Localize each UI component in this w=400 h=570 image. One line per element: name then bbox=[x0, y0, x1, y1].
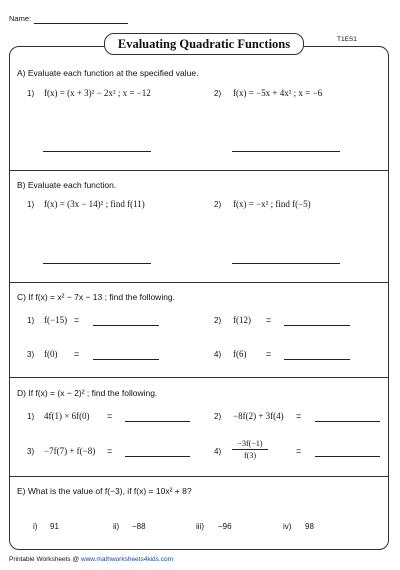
b-q1-number: 1) bbox=[27, 200, 35, 209]
footer bbox=[9, 556, 173, 563]
section-b-instruction: B) Evaluate each function. bbox=[17, 180, 117, 190]
d-q2-equals: = bbox=[296, 411, 302, 421]
a-q1-answer-line[interactable] bbox=[43, 151, 151, 152]
footer-prefix: Printable Worksheets @ bbox=[9, 556, 81, 563]
c-q2-equals: = bbox=[266, 315, 272, 325]
a-q1-number: 1) bbox=[27, 89, 35, 98]
e-option-iii-label: iii) bbox=[196, 522, 204, 531]
d-q2-number: 2) bbox=[214, 412, 222, 421]
divider bbox=[9, 170, 389, 171]
c-q3-expression: f(0) bbox=[44, 349, 58, 359]
worksheet-code: T1ES1 bbox=[337, 36, 357, 43]
b-q1-answer-line[interactable] bbox=[43, 263, 151, 264]
e-option-i-value[interactable]: 91 bbox=[50, 522, 59, 531]
c-q1-number: 1) bbox=[27, 316, 35, 325]
e-option-ii-label: ii) bbox=[113, 522, 120, 531]
b-q2-answer-line[interactable] bbox=[232, 263, 340, 264]
d-q4-fraction bbox=[232, 439, 268, 460]
d-q2-answer-line[interactable] bbox=[315, 421, 380, 422]
c-q1-equals: = bbox=[74, 315, 80, 325]
c-q4-expression: f(6) bbox=[233, 349, 247, 359]
name-label: Name: bbox=[9, 14, 32, 23]
e-option-iv-label: iv) bbox=[283, 522, 292, 531]
b-q2-expression: f(x) = −x² ; find f(−5) bbox=[233, 199, 311, 209]
d-q1-equals: = bbox=[107, 411, 113, 421]
b-q2-number: 2) bbox=[214, 200, 222, 209]
c-q1-expression: f(−15) bbox=[44, 315, 68, 325]
c-q4-equals: = bbox=[266, 349, 272, 359]
c-q2-expression: f(12) bbox=[233, 315, 251, 325]
a-q2-answer-line[interactable] bbox=[232, 151, 340, 152]
e-option-iv-value[interactable]: 98 bbox=[305, 522, 314, 531]
d-q4-answer-line[interactable] bbox=[315, 456, 380, 457]
e-option-i-label: i) bbox=[33, 522, 38, 531]
section-d-instruction: D) If f(x) = (x − 2)² ; find the following. bbox=[17, 388, 158, 398]
section-c-instruction: C) If f(x) = x² − 7x − 13 ; find the following. bbox=[17, 292, 176, 302]
d-q4-denominator: f(3) bbox=[244, 451, 256, 460]
c-q3-answer-line[interactable] bbox=[93, 359, 159, 360]
d-q1-expression: 4f(1) × 6f(0) bbox=[44, 411, 90, 421]
c-q1-answer-line[interactable] bbox=[93, 325, 159, 326]
section-a-instruction: A) Evaluate each function at the specified value. bbox=[17, 68, 199, 78]
c-q2-answer-line[interactable] bbox=[284, 325, 350, 326]
d-q3-expression: −7f(7) + f(−8) bbox=[44, 446, 96, 456]
footer-link[interactable]: www.mathworksheets4kids.com bbox=[80, 556, 173, 563]
c-q3-equals: = bbox=[74, 349, 80, 359]
d-q1-number: 1) bbox=[27, 412, 35, 421]
name-line[interactable] bbox=[34, 23, 128, 24]
section-e-instruction: E) What is the value of f(−3), if f(x) = 10x² + 8? bbox=[17, 486, 192, 496]
a-q2-expression: f(x) = −5x + 4x² ; x = −6 bbox=[233, 88, 323, 98]
d-q3-equals: = bbox=[107, 446, 113, 456]
d-q1-answer-line[interactable] bbox=[125, 421, 190, 422]
c-q3-number: 3) bbox=[27, 350, 35, 359]
b-q1-expression: f(x) = (3x − 14)² ; find f(11) bbox=[44, 199, 145, 209]
d-q4-number: 4) bbox=[214, 447, 222, 456]
page-title: Evaluating Quadratic Functions bbox=[104, 33, 304, 55]
d-q4-equals: = bbox=[296, 446, 302, 456]
e-option-iii-value[interactable]: −96 bbox=[218, 522, 232, 531]
c-q4-number: 4) bbox=[214, 350, 222, 359]
d-q2-expression: −8f(2) + 3f(4) bbox=[233, 411, 284, 421]
a-q2-number: 2) bbox=[214, 89, 222, 98]
e-option-ii-value[interactable]: −88 bbox=[132, 522, 146, 531]
divider bbox=[9, 282, 389, 283]
a-q1-expression: f(x) = (x + 3)² − 2x² ; x = −12 bbox=[44, 88, 151, 98]
d-q3-answer-line[interactable] bbox=[125, 456, 190, 457]
d-q3-number: 3) bbox=[27, 447, 35, 456]
c-q2-number: 2) bbox=[214, 316, 222, 325]
divider bbox=[9, 377, 389, 378]
c-q4-answer-line[interactable] bbox=[284, 359, 350, 360]
divider bbox=[9, 476, 389, 477]
d-q4-numerator: −3f(−1) bbox=[232, 439, 268, 450]
